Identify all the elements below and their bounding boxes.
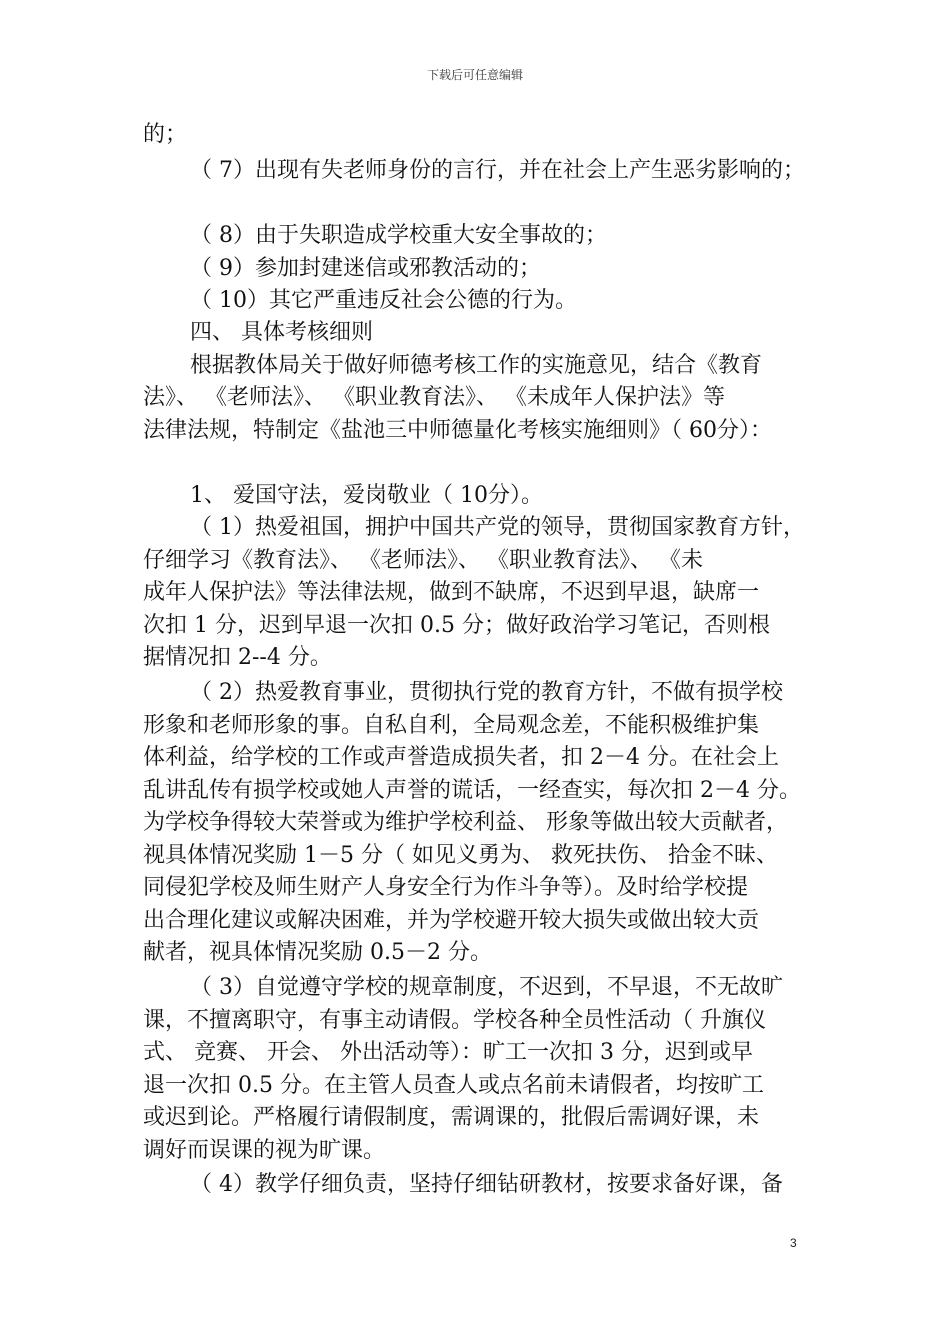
text-line: 献者，视具体情况奖励 0.5－2 分。 xyxy=(143,940,492,965)
text-line: （ 1）热爱祖国，拥护中国共产党的领导，贯彻国家教育方针， xyxy=(190,515,805,540)
text-line: （ 3）自觉遵守学校的规章制度，不迟到，不早退，不无故旷 xyxy=(190,975,783,1000)
text-line: 据情况扣 2--4 分。 xyxy=(143,645,332,670)
text-line: 课，不擅离职守，有事主动请假。学校各种全员性活动（ 升旗仪 xyxy=(143,1008,766,1033)
subsection-heading: 1、 爱国守法，爱岗敬业（ 10分）。 xyxy=(190,483,543,508)
text-line: （ 4）教学仔细负责，坚持仔细钻研教材，按要求备好课，备 xyxy=(190,1172,783,1197)
text-line: 次扣 1 分，迟到早退一次扣 0.5 分；做好政治学习笔记，否则根 xyxy=(143,613,770,638)
text-line: 调好而误课的视为旷课。 xyxy=(143,1138,386,1163)
text-line: （ 2）热爱教育事业，贯彻执行党的教育方针，不做有损学校 xyxy=(190,680,783,705)
text-line: （ 10）其它严重违反社会公德的行为。 xyxy=(190,288,577,313)
text-line: 或迟到论。严格履行请假制度，需调课的，批假后需调好课，未 xyxy=(143,1105,760,1130)
text-line: 仔细学习《教育法》、 《老师法》、 《职业教育法》、 《未 xyxy=(143,548,703,573)
section-heading: 四、 具体考核细则 xyxy=(190,320,373,345)
page-header: 下载后可任意编辑 xyxy=(426,68,523,82)
text-line: 为学校争得较大荣誉或为维护学校利益、 形象等做出较大贡献者， xyxy=(143,810,788,835)
text-line: 式、 竞赛、 开会、 外出活动等）：旷工一次扣 3 分，迟到或早 xyxy=(143,1040,753,1065)
text-line: （ 8）由于失职造成学校重大安全事故的； xyxy=(190,223,607,248)
text-line: 的； xyxy=(143,122,188,147)
text-line: 退一次扣 0.5 分。在主管人员查人或点名前未请假者，均按旷工 xyxy=(143,1073,764,1098)
text-line: 形象和老师形象的事。自私自利，全局观念差，不能积极维护集 xyxy=(143,713,760,738)
text-line: （ 9）参加封建迷信或邪教活动的； xyxy=(190,256,541,281)
page-number: 3 xyxy=(790,1236,797,1250)
text-line: 出合理化建议或解决困难，并为学校避开较大损失或做出较大贡 xyxy=(143,908,760,933)
text-line: （ 7）出现有失老师身份的言行，并在社会上产生恶劣影响的； xyxy=(190,158,805,183)
text-line: 法》、 《老师法》、 《职业教育法》、 《未成年人保护法》等 xyxy=(143,385,725,410)
text-line: 法律法规，特制定《盐池三中师德量化考核实施细则》（ 60分）： xyxy=(143,418,772,443)
text-line: 成年人保护法》等法律法规，做到不缺席，不迟到早退，缺席一 xyxy=(143,580,760,605)
text-line: 根据教体局关于做好师德考核工作的实施意见，结合《教育 xyxy=(190,353,763,378)
text-line: 体利益，给学校的工作或声誉造成损失者，扣 2－4 分。在社会上 xyxy=(143,745,779,770)
text-line: 乱讲乱传有损学校或她人声誉的谎话，一经查实，每次扣 2－4 分。 xyxy=(143,778,801,803)
text-line: 视具体情况奖励 1－5 分（ 如见义勇为、 救死扶伤、 拾金不昧、 xyxy=(143,843,778,868)
text-line: 同侵犯学校及师生财产人身安全行为作斗争等）。及时给学校提 xyxy=(143,875,749,900)
